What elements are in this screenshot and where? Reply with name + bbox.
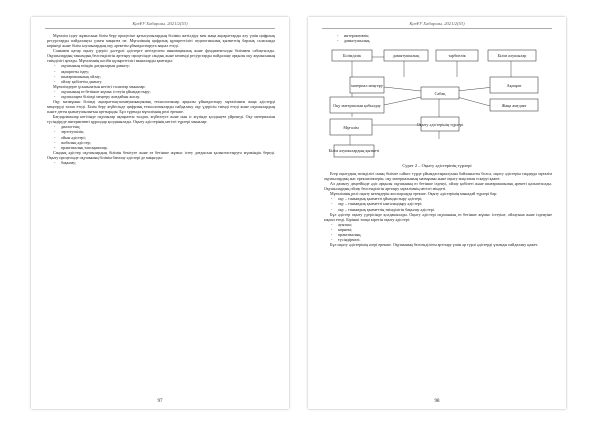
diagram-label: тәрбиелік xyxy=(448,53,466,58)
right-page xyxy=(308,17,566,409)
diagram-label: материал меңгеру xyxy=(351,83,383,88)
list-item: - ауызша; xyxy=(338,222,552,227)
right-top-bullets xyxy=(324,33,552,43)
diagram-label: Оқу материалын қабылдау xyxy=(333,103,381,108)
paragraph: Бағдарламалар негізінде оқушылар ақпаратты талдап, жүйелеуге және оны іс жүзінде қолдануға үйренеді. Оқу материалын түсіндіруде интерактивті құралдар қолданылады. Оқыту әдістерінің негізгі түрлері мыналар: xyxy=(47,114,275,125)
paragraph: Бұл оқыту әдістерінің әсері ерекше. Оқушының белсенділігін арттыру үшін әр түрлі әдістерді ұтымды пайдалану қажет. xyxy=(330,242,539,248)
list-item: - оқу – танымдық қызметтің тиімділігін бақылау әдістері. xyxy=(338,207,552,212)
list-item: - оқу – танымдық қызметті ұйымдастыру әдістері; xyxy=(338,196,552,201)
paragraph: Сандық әдістер оқушылардың білімін бекітуге және өз бетінше жұмыс істеу дағдысын қалыптастыруға мүмкіндік береді. Оқыту процесінде оқушының білімін бағалау әдістері де маңызды: xyxy=(47,149,275,160)
list-item: - жобалық әдістер; xyxy=(61,140,275,145)
paragraph: Мұғалімдерге ұсынылатын негізгі талаптар мыналар: xyxy=(53,83,146,89)
diagram-label: Ақпарат xyxy=(506,83,522,88)
running-header: ҚазҰУ Хабаршы. 2021/2(53) xyxy=(132,21,188,26)
paragraph: Бұл әдістер оқыту үдерісінде қолданылады. Оқыту әдістері оқушының өз бетінше жұмыс істеуіне, ойлауына және ізденуіне ықпал етеді. Бірінші топқа кіретін оқыту әдістері: xyxy=(324,211,552,222)
right-page-body xyxy=(324,171,552,247)
figure-caption: Сурет 2 – Оқыту әдістерінің түрлері xyxy=(402,163,472,168)
bullet-list xyxy=(324,196,552,211)
paragraph: Оқу мазмұнын білімді ақпараттық-коммуникациялық технологиялар арқылы ұйымдастыру мұғалімнен жаңа әдістерді меңгеруді талап етеді. Білім беру жүйесінде цифрлық технологияларды пайдалану оқу үдерісін тиімді етеді және оқушылардың пәнге деген қызығушылығын арттырады. Бұл тұрғыда мұғалімнің рөлі ерекше. xyxy=(47,99,275,115)
page-number: 98 xyxy=(434,399,440,404)
list-item: - практикалық тапсырмалар. xyxy=(61,145,275,150)
paragraph: Егер оқытудың тиімділігі оның білімге сәйкес түрде ұйымдастырылуына байланысты болса, оқыту әдістерін таңдауда мұғалім оқушылардың жас ерекшеліктерін, оқу материалының мазмұнын және оқыту мақсатын ескеруі қажет. xyxy=(324,171,552,182)
list-item: - ақпаратты іздеу; xyxy=(61,69,275,74)
diagram-label: Білімділік xyxy=(342,53,362,58)
diagram-label: Білім алушылар xyxy=(497,53,527,58)
header-rule xyxy=(322,28,552,29)
list-item: - диалогтық; xyxy=(61,124,275,129)
list-item: - практикалық; xyxy=(338,232,552,237)
bullet-list xyxy=(47,89,275,99)
left-page-body xyxy=(47,33,275,165)
running-header: ҚазҰУ Хабаршы. 2021/2(53) xyxy=(409,21,465,26)
list-item: - көрнекі; xyxy=(338,227,552,232)
bullet-list xyxy=(324,33,552,43)
list-item: - түсіндірмелі. xyxy=(338,237,552,242)
list-item: - бақылау; xyxy=(61,160,275,165)
list-item: - ойлау қабілетін дамыту. xyxy=(61,79,275,84)
list-item: - ойын әдістері; xyxy=(61,135,275,140)
list-item: - зерттеушілік; xyxy=(61,129,275,134)
list-item: - дамытушылық. xyxy=(344,38,552,43)
methods-diagram xyxy=(326,47,552,159)
list-item: - оқушының өзіндік дағдыларын дамыту; xyxy=(61,63,275,68)
bullet-list xyxy=(324,222,552,242)
list-item: - оқу – танымдық қызметті ынталандыру әдістері; xyxy=(338,201,552,206)
paragraph: Ал дамыту деңгейінде әдіс арқылы оқушының өз бетінше ізденуі, ойлау қабілеті және шығармашылық әрекеті қалыптасады. Оқушылардың ойлау белсенділігін арттыру мұғалімнің негізгі міндеті. xyxy=(324,181,552,192)
bullet-list xyxy=(47,160,275,165)
list-item: - оқушыларға білімді меңгеру жағдайын жасау. xyxy=(61,94,275,99)
diagram-left-box: Мұғалім xyxy=(343,125,359,130)
bullet-list xyxy=(47,124,275,149)
list-item: - шығармашылық ойлау; xyxy=(61,74,275,79)
diagram-label: Жаңа жағдаят xyxy=(501,103,527,108)
header-rule xyxy=(45,28,275,29)
left-page xyxy=(31,17,289,409)
paragraph: Мұғалім іздеу жұмысына білім беру процесіне қатысушылардың білімін жетілдіру мен жаңа ақпараттарды алу үшін цифрлық ресурстарды пайдалануы үлкен маңызға ие. Мұғалімнің цифрлық құзыреттілігі педагогикалық қызметтің барлық саласында көрінеді және білім алушылардың оқу әрекетін ұйымдастыруға ықпал етеді. xyxy=(47,33,275,49)
paragraph: Мұғалімнің рөлі оқыту кезеңдерін жоспарлауда ерекше. Оқыту әдістерінің мынадай түрлері бар: xyxy=(330,191,498,197)
paragraph: Сонымен қатар оқыту үдерісі дәстүрлі әдістерге негізделген инновациялық және фундаменталды біліммен сабақтасады. Оқушылардың танымдық белсенділігін арттыру процесінде сандық және кешенді ресурстарды пайдалану арқылы оқу жұмысының тиімділігі артады. Мұғалімнің кәсіби құзыреттілігі мыналарды қамтиды: xyxy=(47,48,275,64)
list-item: - интерактивтік; xyxy=(344,33,552,38)
page-number: 97 xyxy=(157,399,163,404)
diagram-label: Білім алушылардың қызметі xyxy=(328,148,380,153)
bullet-list xyxy=(47,63,275,83)
list-item: - оқушының өз бетінше жұмыс істеуін ұйымдастыру; xyxy=(61,89,275,94)
diagram-label: дамытушылық xyxy=(392,53,420,58)
diagram-center: Оқыту әдістерінің түрлері xyxy=(416,122,464,127)
diagram-label: Сабақ xyxy=(434,91,446,96)
